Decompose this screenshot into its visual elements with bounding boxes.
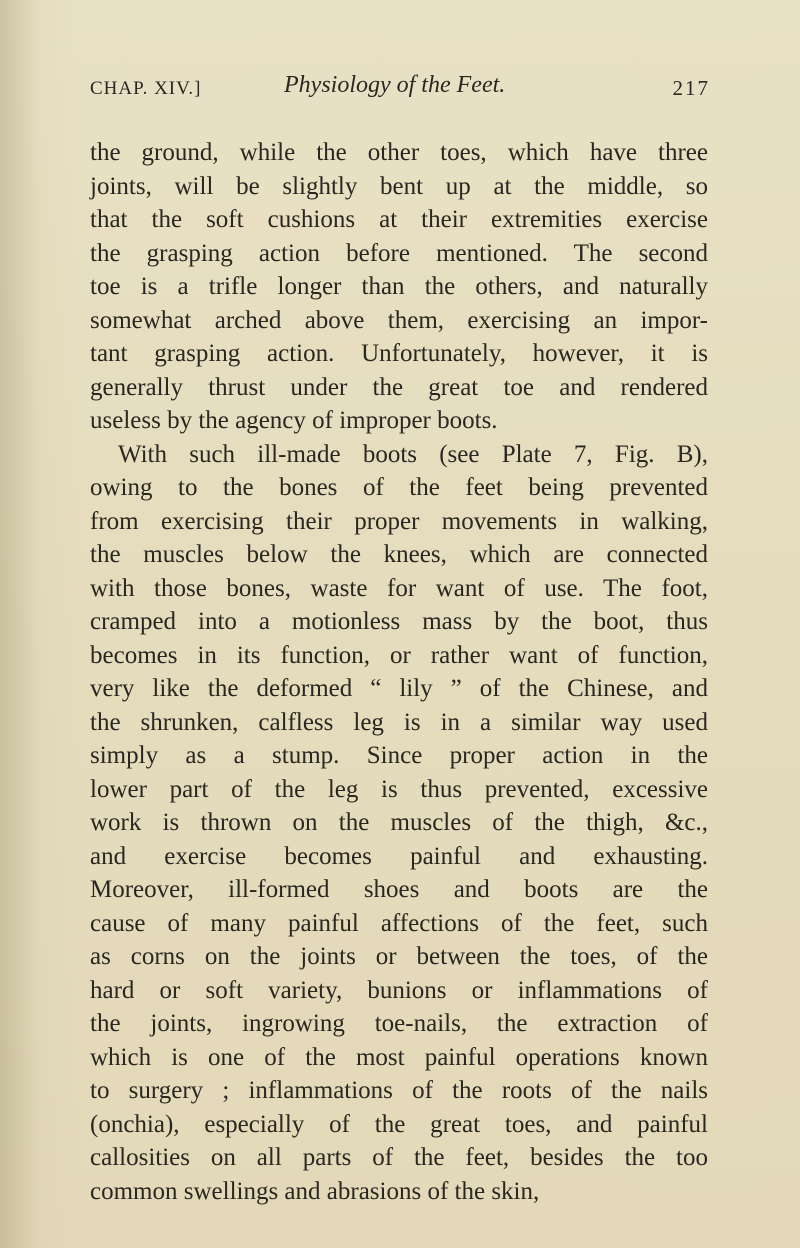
text-line: cramped into a motionless mass by the boot, thus [90,608,708,635]
text-line: owing to the bones of the feet being prevented [90,474,708,501]
text-line: callosities on all parts of the feet, besides the too [90,1144,708,1171]
text-line: the joints, ingrowing toe-nails, the extraction of [90,1010,708,1037]
text-line: toe is a trifle longer than the others, and naturally [90,273,708,300]
text-line: work is thrown on the muscles of the thigh, &c., [90,809,708,836]
text-line: and exercise becomes painful and exhausting. [90,842,708,870]
text-line: cause of many painful affections of the feet, such [90,909,708,937]
text-line: the ground, while the other toes, which have three [90,139,708,166]
page-number: 217 [672,76,710,100]
text-line: common swellings and abrasions of the skin, [90,1177,540,1205]
text-line: generally thrust under the great toe and rendered [90,373,708,401]
text-line: simply as a stump. Since proper action in the [90,742,708,769]
text-line: becomes in its function, or rather want of function, [90,641,708,669]
chapter-label: CHAP. XIV.] [90,78,202,99]
text-line: which is one of the most painful operations known [90,1043,708,1071]
text-line: somewhat arched above them, exercising an impor- [90,306,708,334]
text-line: Moreover, ill-formed shoes and boots are the [90,876,708,903]
running-title: Physiology of the Feet. [284,72,506,98]
text-line: to surgery ; inflammations of the roots of the nails [90,1077,708,1104]
text-line: from exercising their proper movements in walking, [90,507,708,535]
body-text [90,136,708,1208]
text-line: very like the deformed “ lily ” of the Chinese, and [90,675,708,702]
text-line: useless by the agency of improper boots. [90,407,498,434]
text-line: the grasping action before mentioned. The second [90,239,708,267]
text-line: the muscles below the knees, which are connected [90,541,708,568]
text-line: the shrunken, calfless leg is in a similar way used [90,708,708,736]
text-line: joints, will be slightly bent up at the middle, so [90,172,708,200]
text-line: that the soft cushions at their extremities exercise [90,206,708,233]
text-line: lower part of the leg is thus prevented, excessive [90,775,708,803]
text-line: hard or soft variety, bunions or inflammations of [90,976,708,1004]
text-line: With such ill-made boots (see Plate 7, Fig. B), [118,440,708,468]
running-head [90,72,710,112]
text-line: with those bones, waste for want of use. The foot, [90,574,708,602]
text-line: (onchia), especially of the great toes, and painful [90,1110,708,1138]
text-line: as corns on the joints or between the toes, of the [90,943,708,970]
text-line: tant grasping action. Unfortunately, however, it is [90,340,708,367]
